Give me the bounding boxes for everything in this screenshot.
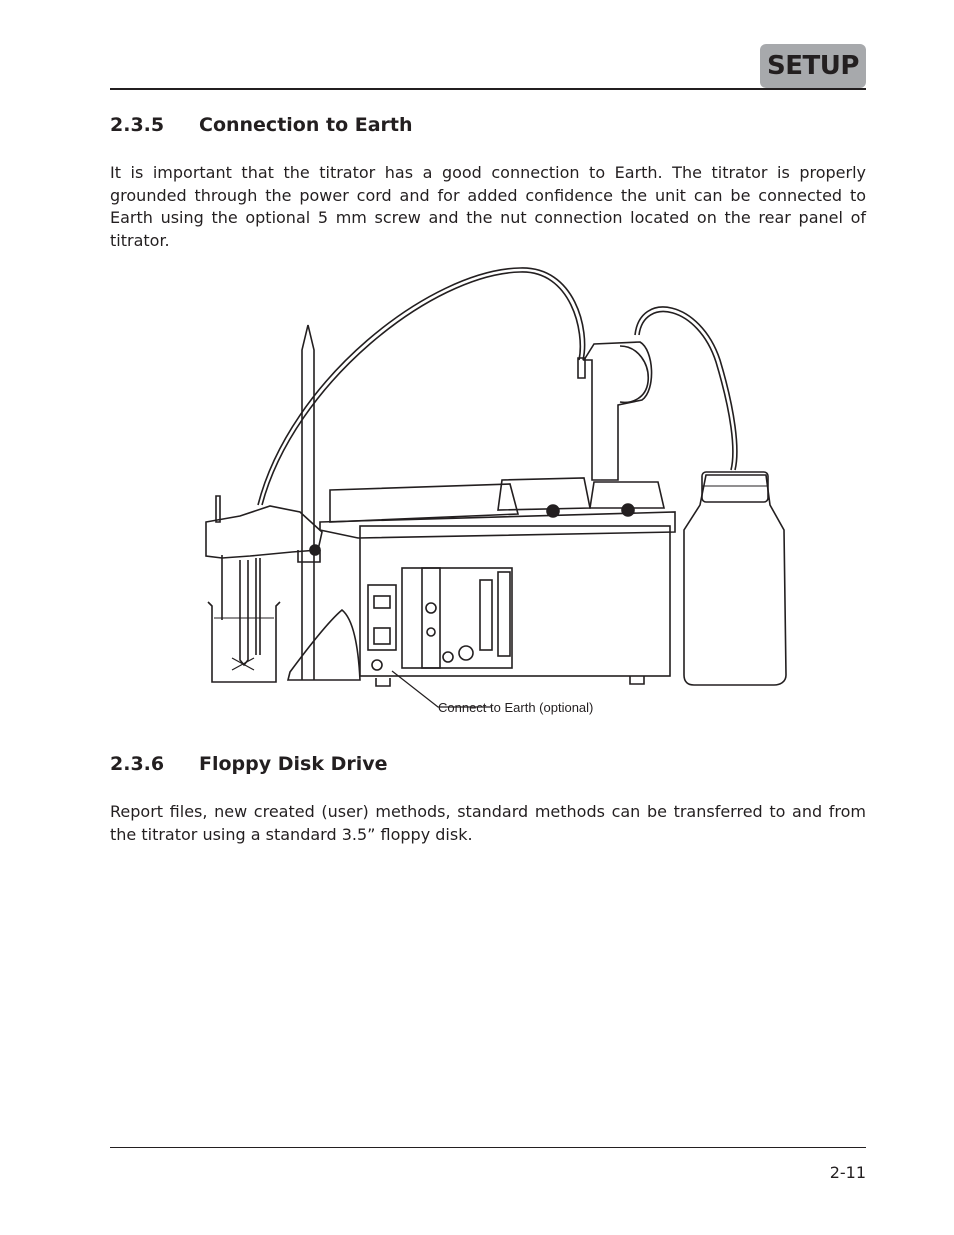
section-heading-floppy-disk-drive: [110, 753, 388, 775]
stand-rod: [302, 325, 314, 680]
electrode-holder: [206, 506, 322, 558]
paragraph-floppy-disk-drive: Report files, new created (user) methods, standard methods can be transferred to and from the titrator using a standard 3.5” floppy disk.: [110, 802, 866, 844]
reagent-bottle: [684, 475, 786, 685]
section-title: Floppy Disk Drive: [199, 753, 388, 775]
beaker: [208, 602, 280, 682]
top-tray: [330, 484, 518, 522]
earth-terminal: [372, 660, 382, 670]
pump-tower: [584, 342, 652, 480]
header-rule: [110, 88, 866, 90]
callout-label: Connect to Earth (optional): [438, 700, 594, 715]
footer-rule: [110, 1147, 866, 1148]
section-number: 2.3.6: [110, 753, 165, 775]
page-number: 2-11: [829, 1163, 866, 1182]
tubing-right: [635, 307, 737, 470]
paragraph-connection-to-earth: It is important that the titrator has a good connection to Earth. The titrator is properly grounded through the power cord and for added confidence the unit can be connected to Earth using the optional 5 mm screw and the nut connection located on the rear panel of titrator.: [110, 163, 866, 250]
burette-housing-left: [498, 478, 590, 510]
section-title: Connection to Earth: [199, 114, 413, 136]
section-heading-connection-to-earth: [110, 114, 413, 136]
section-number: 2.3.5: [110, 114, 165, 136]
titrator-rear-illustration: [180, 260, 800, 730]
tubing-left: [258, 268, 585, 505]
rear-panel: [360, 526, 670, 676]
stand-base: [288, 610, 360, 680]
section-badge: SETUP: [760, 44, 866, 88]
